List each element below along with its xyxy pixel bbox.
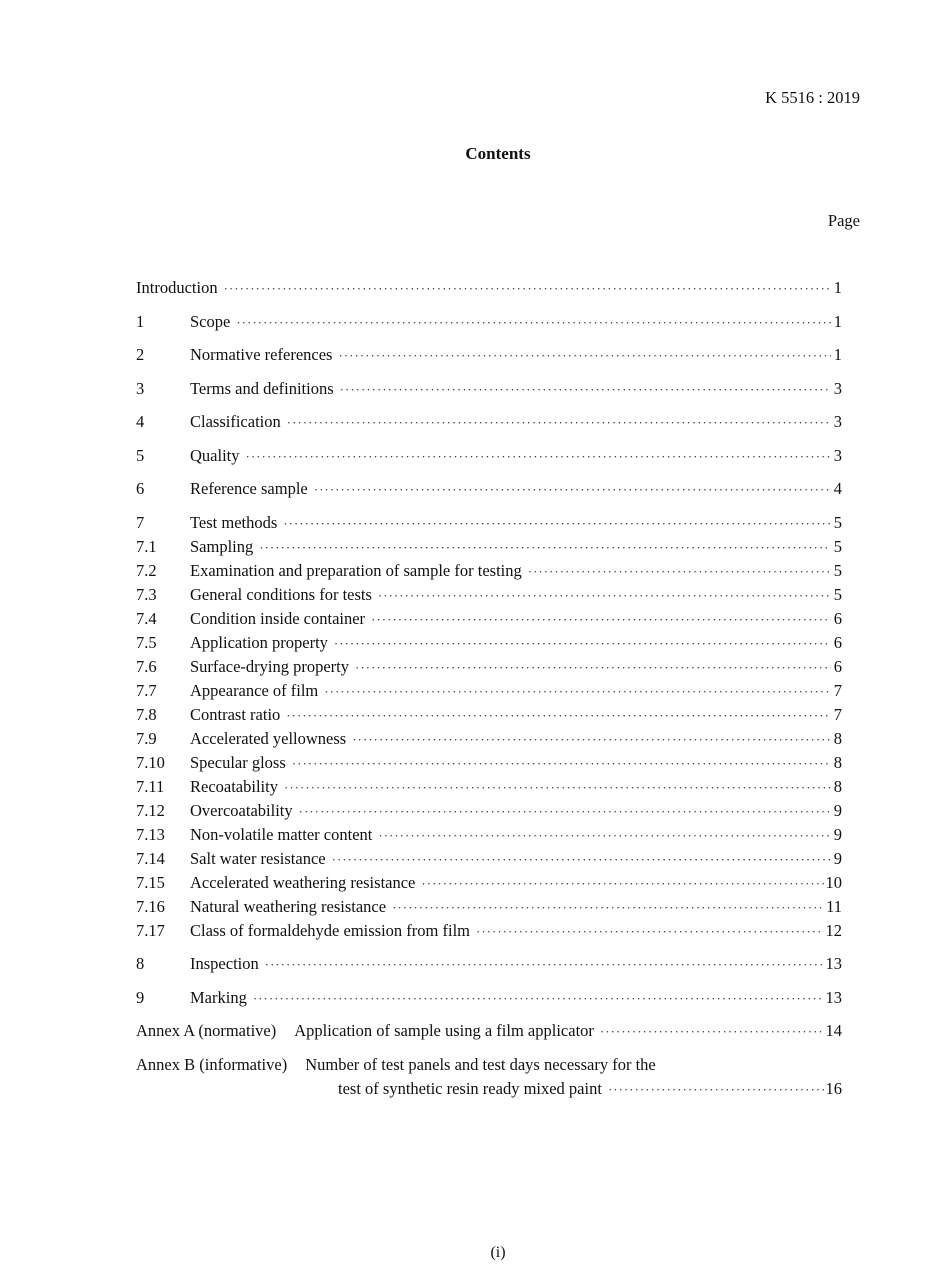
- toc-title: Classification: [190, 412, 281, 431]
- leader-dots: [236, 311, 831, 335]
- toc-page: 14: [825, 1021, 842, 1040]
- leader-dots: [355, 656, 831, 680]
- toc-entry-7-3[interactable]: [136, 583, 842, 607]
- toc-title-line-1: Number of test panels and test days necessary for the: [305, 1054, 656, 1074]
- toc-title: Natural weathering resistance: [190, 896, 387, 916]
- toc-title: Specular gloss: [190, 752, 286, 772]
- toc-title: Non-volatile matter content: [190, 824, 373, 844]
- toc-number: 7.3: [136, 584, 157, 604]
- toc-page: 5: [833, 512, 842, 532]
- toc-page: 9: [833, 848, 842, 868]
- toc-number: 7.14: [136, 848, 165, 868]
- toc-title: Appearance of film: [190, 680, 319, 700]
- leader-dots: [378, 824, 831, 848]
- leader-dots: [299, 800, 831, 824]
- leader-dots: [338, 344, 831, 368]
- leader-dots: [286, 704, 831, 728]
- toc-entry-7-9[interactable]: [136, 727, 842, 751]
- toc-entry-7-1[interactable]: [136, 535, 842, 559]
- leader-dots: [246, 445, 832, 469]
- toc-page: 1: [833, 311, 842, 331]
- contents-title: Contents: [465, 144, 531, 163]
- toc-entry-7-12[interactable]: [136, 799, 842, 823]
- toc-page: 8: [833, 776, 842, 796]
- toc-title: Terms and definitions: [190, 378, 334, 398]
- toc-number: 6: [136, 479, 145, 498]
- toc-page: 13: [825, 987, 842, 1007]
- toc-entry-7-8[interactable]: [136, 703, 842, 727]
- toc-page: 12: [825, 920, 842, 940]
- leader-dots: [608, 1078, 824, 1102]
- page-column-header: Page: [827, 211, 860, 230]
- toc-title: Quality: [190, 445, 240, 465]
- toc-entry-7-14[interactable]: [136, 847, 842, 871]
- toc-entry-2[interactable]: [136, 343, 842, 367]
- toc-number: 7.17: [136, 920, 165, 940]
- toc-number: 7.5: [136, 632, 157, 652]
- toc-number: 7.10: [136, 752, 165, 772]
- leader-dots: [332, 848, 831, 872]
- leader-dots: [334, 632, 831, 656]
- toc-title: Reference sample: [190, 479, 308, 498]
- toc-entry-7-2[interactable]: [136, 559, 842, 583]
- toc-page: 9: [833, 800, 842, 820]
- leader-dots: [421, 872, 823, 896]
- toc-page: 1: [833, 278, 842, 297]
- toc-number: 7.7: [136, 680, 157, 700]
- toc-number: 7.1: [136, 536, 157, 556]
- toc-title: Accelerated yellowness: [190, 728, 347, 748]
- leader-dots: [600, 1020, 824, 1044]
- leader-dots: [392, 896, 824, 920]
- toc-page: 5: [833, 584, 842, 604]
- toc-title: Inspection: [190, 954, 259, 973]
- toc-page: 1: [833, 345, 842, 364]
- toc-page: 16: [825, 1078, 842, 1098]
- toc-page: 7: [833, 704, 842, 724]
- toc-number: 7.9: [136, 728, 157, 748]
- toc-page: 3: [833, 378, 842, 398]
- toc-title: Examination and preparation of sample for testing: [190, 560, 522, 580]
- toc-number: 2: [136, 345, 145, 364]
- leader-dots: [284, 776, 831, 800]
- toc-page: 6: [833, 656, 842, 676]
- toc-title: Scope: [190, 311, 231, 331]
- leader-dots: [352, 728, 831, 752]
- toc-entry-5[interactable]: [136, 444, 842, 468]
- toc-page: 4: [833, 479, 842, 498]
- toc-page: 13: [825, 954, 842, 973]
- toc-number: 7.11: [136, 776, 165, 796]
- leader-dots: [287, 411, 831, 435]
- toc-number: 7.8: [136, 704, 157, 724]
- toc-page: 5: [833, 560, 842, 580]
- leader-dots: [314, 478, 831, 502]
- toc-title: Condition inside container: [190, 608, 366, 628]
- leader-dots: [265, 953, 824, 977]
- toc-number: 7.15: [136, 872, 165, 892]
- leader-dots: [371, 608, 831, 632]
- toc-page: 11: [826, 896, 842, 916]
- toc-entry-7-11[interactable]: [136, 775, 842, 799]
- toc-entry-introduction[interactable]: [136, 276, 842, 300]
- toc-entry-7-4[interactable]: [136, 607, 842, 631]
- toc-entry-8[interactable]: [136, 952, 842, 976]
- leader-dots: [224, 277, 831, 301]
- toc-number: 7.4: [136, 608, 157, 628]
- leader-dots: [292, 752, 831, 776]
- toc-number: 7.2: [136, 560, 157, 580]
- toc-entry-7-17[interactable]: [136, 919, 842, 943]
- toc-page: 8: [833, 728, 842, 748]
- toc-page: 5: [833, 536, 842, 556]
- leader-dots: [378, 584, 831, 608]
- leader-dots: [340, 378, 831, 402]
- toc-title: Accelerated weathering resistance: [190, 872, 416, 892]
- toc-page: 3: [833, 412, 842, 431]
- toc-title: Normative references: [190, 345, 333, 364]
- toc-entry-7-10[interactable]: [136, 751, 842, 775]
- toc-entry-annex-b[interactable]: [136, 1053, 842, 1101]
- annex-label: Annex B (informative): [136, 1054, 288, 1074]
- toc-page: 9: [833, 824, 842, 844]
- toc-entry-7-5[interactable]: [136, 631, 842, 655]
- toc-number: 7.13: [136, 824, 165, 844]
- toc-title: Contrast ratio: [190, 704, 281, 724]
- toc-page: 10: [825, 872, 842, 892]
- toc-title: Recoatability: [190, 776, 278, 796]
- toc-number: 7.6: [136, 656, 157, 676]
- toc-page: 3: [833, 445, 842, 465]
- page-number-footer: (i): [490, 1244, 506, 1261]
- document-code: K 5516 : 2019: [765, 88, 860, 107]
- leader-dots: [324, 680, 831, 704]
- toc-title: Marking: [190, 987, 247, 1007]
- toc-entry-9[interactable]: [136, 986, 842, 1010]
- toc-page: 8: [833, 752, 842, 772]
- toc-number: 9: [136, 987, 145, 1007]
- toc-title: Application property: [190, 632, 328, 652]
- toc-title: Overcoatability: [190, 800, 293, 820]
- leader-dots: [259, 536, 831, 560]
- toc-entry-7[interactable]: [136, 511, 842, 535]
- toc-title: Surface-drying property: [190, 656, 349, 676]
- toc-page: 6: [833, 608, 842, 628]
- toc-number: 8: [136, 954, 145, 973]
- toc-entry-annex-a[interactable]: [136, 1019, 842, 1043]
- toc-entry-1[interactable]: [136, 310, 842, 334]
- toc-entry-7-13[interactable]: [136, 823, 842, 847]
- toc-entry-6[interactable]: [136, 477, 842, 501]
- toc-title: Salt water resistance: [190, 848, 326, 868]
- toc-number: 7.12: [136, 800, 165, 820]
- toc-page: 6: [833, 632, 842, 652]
- toc-title: Sampling: [190, 536, 254, 556]
- toc-number: 7: [136, 512, 145, 532]
- leader-dots: [283, 512, 831, 536]
- toc-page: 7: [833, 680, 842, 700]
- toc-number: 7.16: [136, 896, 165, 916]
- toc-entry-7-7[interactable]: [136, 679, 842, 703]
- leader-dots: [528, 560, 831, 584]
- toc-entry-7-6[interactable]: [136, 655, 842, 679]
- toc-entry-4[interactable]: [136, 410, 842, 434]
- toc-title-line-2: test of synthetic resin ready mixed paint: [338, 1078, 602, 1098]
- leader-dots: [476, 920, 824, 944]
- toc-number: 4: [136, 412, 145, 431]
- annex-label: Annex A (normative): [136, 1021, 277, 1040]
- toc-title: General conditions for tests: [190, 584, 372, 604]
- toc-number: 1: [136, 311, 145, 331]
- toc-entry-7-15[interactable]: [136, 871, 842, 895]
- toc-entry-7-16[interactable]: [136, 895, 842, 919]
- leader-dots: [253, 987, 824, 1011]
- toc-number: 5: [136, 445, 145, 465]
- table-of-contents: [136, 276, 842, 1101]
- toc-title: Class of formaldehyde emission from film: [190, 920, 470, 940]
- toc-title: Introduction: [136, 278, 218, 297]
- toc-number: 3: [136, 378, 145, 398]
- toc-entry-3[interactable]: [136, 377, 842, 401]
- toc-title: Application of sample using a film applicator: [294, 1021, 594, 1040]
- toc-title: Test methods: [190, 512, 278, 532]
